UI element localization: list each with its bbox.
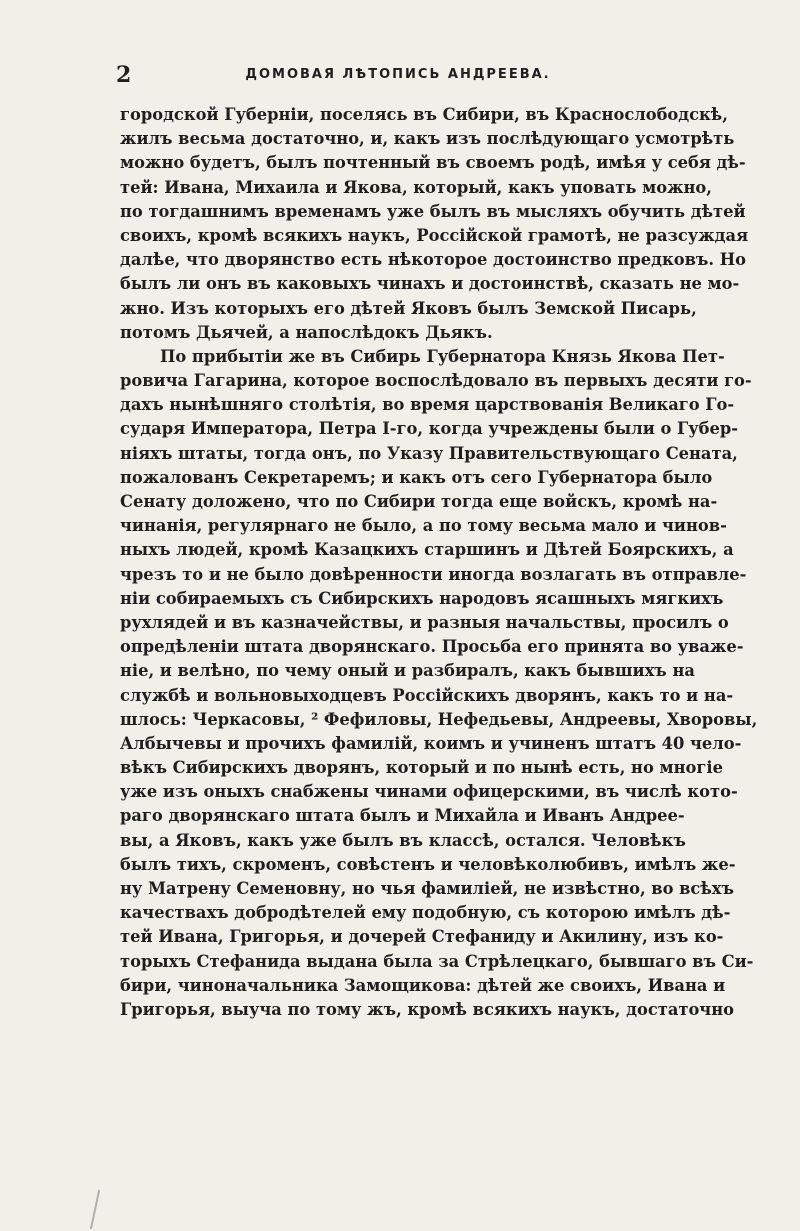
text-line: Григорья, выуча по тому жъ, кромѣ всякихъ наукъ, достаточно [120,999,735,1019]
text-line: жилъ весьма достаточно, и, какъ изъ послѣдующаго усмотрѣть [120,129,735,149]
text-line: чинанія, регулярнаго не было, а по тому весьма мало и чинов- [120,516,727,536]
text-line: ніе, и велѣно, по чему оный и разбиралъ, какъ бывшихъ на [120,661,695,681]
text-line: бири, чиноначальника Замощикова: дѣтей же своихъ, Ивана и [120,975,726,995]
page-number: 2 [116,62,132,88]
text-line: по тогдашнимъ временамъ уже былъ въ мысляхъ обучить дѣтей [120,201,746,221]
text-line: ніи собираемыхъ съ Сибирскихъ народовъ ясашныхъ мягкихъ [120,588,724,608]
body-text [120,103,758,1022]
running-head: ДОМОВАЯ ЛѢТОПИСЬ АНДРЕЕВА. [245,67,551,82]
text-line: вѣкъ Сибирскихъ дворянъ, который и по нынѣ есть, но многіе [120,758,723,778]
text-line: тей: Ивана, Михаила и Якова, который, какъ уповать можно, [120,177,712,197]
text-line: своихъ, кромѣ всякихъ наукъ, Россійской грамотѣ, не разсуждая [120,225,749,245]
text-line: службѣ и вольновыходцевъ Россійскихъ дворянъ, какъ то и на- [120,685,734,705]
text-line: качествахъ добродѣтелей ему подобную, съ которою имѣлъ дѣ- [120,903,731,923]
text-line: жно. Изъ которыхъ его дѣтей Яковъ былъ Земской Писарь, [120,298,697,318]
text-line: рухлядей и въ казначействы, и разныя начальствы, просилъ о [120,612,729,632]
text-line: шлось: Черкасовы, ² Фефиловы, Нефедьевы, Андреевы, Хворовы, [120,709,758,729]
text-line: торыхъ Стефанида выдана была за Стрѣлецкаго, бывшаго въ Си- [120,951,754,971]
text-line: былъ ли онъ въ каковыхъ чинахъ и достоинствѣ, сказать не мо- [120,274,740,294]
text-line: ровича Гагарина, которое воспослѣдовало въ первыхъ десяти го- [120,371,752,391]
text-line: потомъ Дьячей, а напослѣдокъ Дьякъ. [120,322,493,342]
text-line: пожалованъ Секретаремъ; и какъ отъ сего Губернатора было [120,467,713,487]
text-line: Сенату доложено, что по Сибири тогда еще войскъ, кромѣ на- [120,492,718,511]
text-line: ну Матрену Семеновну, но чья фамиліей, не извѣстно, во всѣхъ [120,879,734,898]
text-line: тей Ивана, Григорья, и дочерей Стефаниду и Акилину, изъ ко- [120,927,724,947]
text-line: вы, а Яковъ, какъ уже былъ въ классѣ, остался. Человѣкъ [120,830,686,850]
text-line: далѣе, что дворянство есть нѣкоторое достоинство предковъ. Но [120,250,746,270]
text-line: городской Губерніи, поселясь въ Сибири, въ Краснослободскѣ, [120,105,728,124]
text-line: дахъ нынѣшняго столѣтія, во время царствованія Великаго Го- [120,395,735,415]
text-line: Албычевы и прочихъ фамилій, коимъ и учиненъ штатъ 40 чело- [120,733,742,753]
text-line: По прибытіи же въ Сибирь Губернатора Князь Якова Пет- [160,346,725,366]
margin-mark [90,1190,106,1231]
text-line: ніяхъ штаты, тогда онъ, по Указу Правительствующаго Сената, [120,443,738,463]
page-header [108,60,688,90]
text-line: уже изъ оныхъ снабжены чинами офицерскими, въ числѣ кото- [120,782,738,802]
text-line: опредѣленіи штата дворянскаго. Просьба его принята во уваже- [120,637,744,657]
text-line: сударя Императора, Петра I-го, когда учреждены были о Губер- [120,419,738,439]
text-line: чрезъ то и не было довѣренности иногда возлагать въ отправле- [120,564,747,584]
text-line: былъ тихъ, скроменъ, совѣстенъ и человѣколюбивъ, имѣлъ же- [120,854,736,874]
text-line: ныхъ людей, кромѣ Казацкихъ старшинъ и Дѣтей Боярскихъ, а [120,540,734,560]
text-line: раго дворянскаго штата былъ и Михайла и Иванъ Андрее- [120,806,685,826]
text-line: можно будетъ, былъ почтенный въ своемъ родѣ, имѣя у себя дѣ- [120,153,746,173]
